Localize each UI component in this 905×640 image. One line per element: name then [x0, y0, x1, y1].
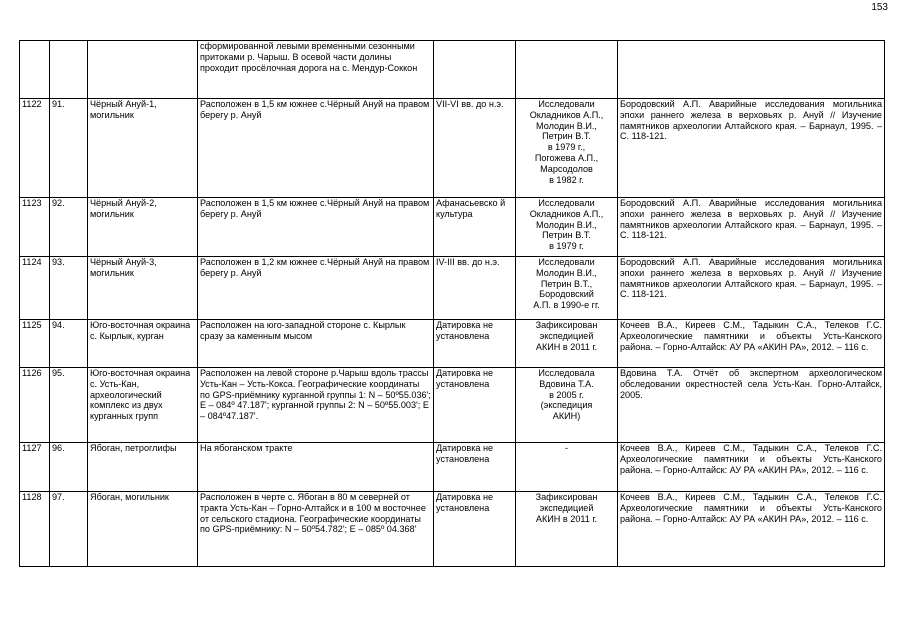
cell-date: IV-III вв. до н.э. [434, 257, 516, 320]
cell-n1: 1126 [20, 368, 50, 443]
cell-reference [618, 41, 885, 99]
cell-location: Расположен в черте с. Ябоган в 80 м северней от тракта Усть-Кан – Горно-Алтайск и в 100 м восточнее от сельского стадиона. Географические координаты по GPS-приёмнику: N – 50º54.782'; E – 085º 04.368' [198, 492, 434, 567]
cell-date: Афанасьевско й культура [434, 198, 516, 257]
cell-name: Ябоган, петроглифы [88, 443, 198, 492]
cell-reference: Вдовина Т.А. Отчёт об экспертном археологическом обследовании окрестностей села Усть-Кан. Горно-Алтайск, 2005. [618, 368, 885, 443]
cell-date: Датировка не установлена [434, 443, 516, 492]
cell-reference: Бородовский А.П. Аварийные исследования могильника эпохи раннего железа в верховьях р. Ануй // Изучение памятников археологии Алтайского края. – Барнаул, 1995. – С. 118-121. [618, 198, 885, 257]
cell-n1: 1128 [20, 492, 50, 567]
cell-name: Юго-восточная окраина с. Кырлык, курган [88, 320, 198, 368]
cell-status: Зафиксирован экспедицией АКИН в 2011 г. [516, 492, 618, 567]
table-row [20, 198, 885, 257]
cell-n2: 91. [50, 99, 88, 198]
cell-reference: Бородовский А.П. Аварийные исследования могильника эпохи раннего железа в верховьях р. Ануй // Изучение памятников археологии Алтайского края. – Барнаул, 1995. – С. 118-121. [618, 99, 885, 198]
cell-reference: Бородовский А.П. Аварийные исследования могильника эпохи раннего железа в верховьях р. Ануй // Изучение памятников археологии Алтайского края. – Барнаул, 1995. – С. 118-121. [618, 257, 885, 320]
cell-location: Расположен в 1,5 км южнее с.Чёрный Ануй на правом берегу р. Ануй [198, 99, 434, 198]
cell-status: Исследовала Вдовина Т.А. в 2005 г. (экспедиция АКИН) [516, 368, 618, 443]
cell-status [516, 41, 618, 99]
page-number: 153 [871, 2, 888, 13]
cell-reference: Кочеев В.А., Киреев С.М., Тадыкин С.А., Телеков Г.С. Археологические памятники и объекты Усть-Канского района. – Горно-Алтайск: АУ РА «АКИН РА», 2012. – 116 с. [618, 320, 885, 368]
cell-n2: 93. [50, 257, 88, 320]
cell-status: - [516, 443, 618, 492]
cell-status: Исследовали Окладников А.П., Молодин В.И., Петрин В.Т. в 1979 г. [516, 198, 618, 257]
cell-name: Чёрный Ануй-1, могильник [88, 99, 198, 198]
cell-name: Чёрный Ануй-3, могильник [88, 257, 198, 320]
cell-status: Зафиксирован экспедицией АКИН в 2011 г. [516, 320, 618, 368]
table-row [20, 41, 885, 99]
cell-date: Датировка не установлена [434, 368, 516, 443]
cell-location: Расположен в 1,2 км южнее с.Чёрный Ануй на правом берегу р. Ануй [198, 257, 434, 320]
table-row [20, 99, 885, 198]
table-row [20, 368, 885, 443]
cell-n2 [50, 41, 88, 99]
cell-name: Юго-восточная окраина с. Усть-Кан, археологический комплекс из двух курганных групп [88, 368, 198, 443]
cell-status: Исследовали Молодин В.И., Петрин В.Т., Бородовский А.П. в 1990-е гг. [516, 257, 618, 320]
table-row [20, 443, 885, 492]
cell-location: Расположен в 1,5 км южнее с.Чёрный Ануй на правом берегу р. Ануй [198, 198, 434, 257]
cell-reference: Кочеев В.А., Киреев С.М., Тадыкин С.А., Телеков Г.С. Археологические памятники и объекты Усть-Канского района. – Горно-Алтайск: АУ РА «АКИН РА», 2012. – 116 с. [618, 492, 885, 567]
cell-n1: 1122 [20, 99, 50, 198]
cell-date: Датировка не установлена [434, 492, 516, 567]
cell-name: Чёрный Ануй-2, могильник [88, 198, 198, 257]
cell-n2: 94. [50, 320, 88, 368]
table-row [20, 492, 885, 567]
monuments-table [19, 40, 885, 567]
table-row [20, 320, 885, 368]
cell-location: Расположен на левой стороне р.Чарыш вдоль трассы Усть-Кан – Усть-Кокса. Географические координаты по GPS-приёмнику курганной группы 1: N – 50º55.036'; E – 084º 47.187'; курганной группы 2: N – 50º55.003'; E – 084º47.187'. [198, 368, 434, 443]
cell-date: Датировка не установлена [434, 320, 516, 368]
cell-location: На ябоганском тракте [198, 443, 434, 492]
cell-location: сформированной левыми временными сезонными притоками р. Чарыш. В осевой части долины проходит просёлочная дорога на с. Мендур-Соккон [198, 41, 434, 99]
cell-name [88, 41, 198, 99]
table-row [20, 257, 885, 320]
cell-n2: 92. [50, 198, 88, 257]
cell-date: VII-VI вв. до н.э. [434, 99, 516, 198]
cell-n1: 1127 [20, 443, 50, 492]
cell-n1 [20, 41, 50, 99]
cell-n1: 1124 [20, 257, 50, 320]
cell-n2: 95. [50, 368, 88, 443]
cell-name: Ябоган, могильник [88, 492, 198, 567]
cell-n1: 1123 [20, 198, 50, 257]
cell-reference: Кочеев В.А., Киреев С.М., Тадыкин С.А., Телеков Г.С. Археологические памятники и объекты Усть-Канского района. – Горно-Алтайск: АУ РА «АКИН РА», 2012. – 116 с. [618, 443, 885, 492]
cell-date [434, 41, 516, 99]
cell-n2: 97. [50, 492, 88, 567]
cell-n2: 96. [50, 443, 88, 492]
cell-location: Расположен на юго-западной стороне с. Кырлык сразу за каменным мысом [198, 320, 434, 368]
cell-status: Исследовали Окладников А.П., Молодин В.И., Петрин В.Т. в 1979 г., Погожева А.П., Марсодолов в 1982 г. [516, 99, 618, 198]
cell-n1: 1125 [20, 320, 50, 368]
